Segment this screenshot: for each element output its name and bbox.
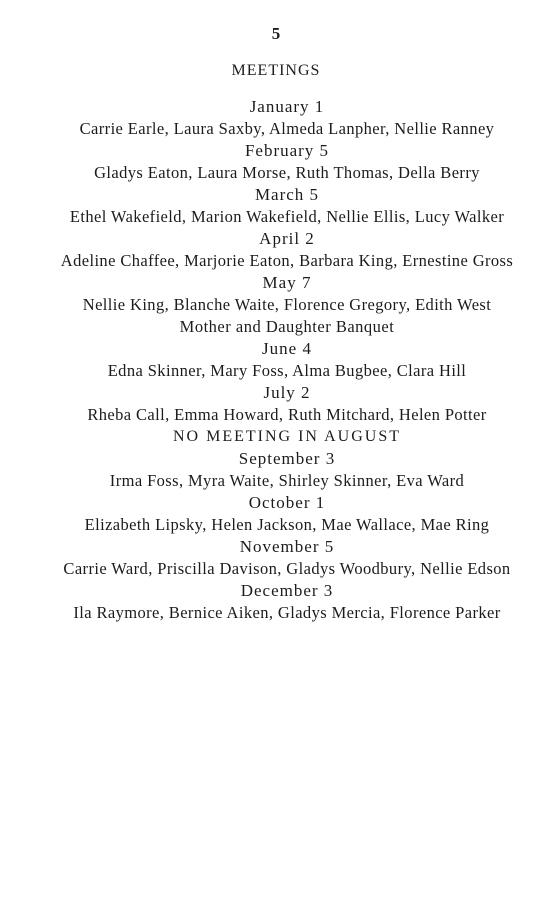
meeting-hostesses: Edna Skinner, Mary Foss, Alma Bugbee, Clara Hill xyxy=(107,361,467,380)
meeting-entry-may xyxy=(48,272,526,338)
meeting-month: January 1 xyxy=(249,97,325,116)
meeting-note: Mother and Daughter Banquet xyxy=(179,317,395,336)
page-title: MEETINGS xyxy=(231,62,321,79)
meeting-entry-march xyxy=(48,184,526,228)
meeting-month: September 3 xyxy=(238,449,336,468)
meeting-hostesses: Rheba Call, Emma Howard, Ruth Mitchard, Helen Potter xyxy=(87,405,487,424)
meeting-month: July 2 xyxy=(263,383,311,402)
meeting-entry-october xyxy=(48,492,526,536)
meeting-month: December 3 xyxy=(240,581,334,600)
meeting-month: March 5 xyxy=(254,185,320,204)
meeting-entry-february xyxy=(48,140,526,184)
meeting-entry-november xyxy=(48,536,526,580)
meeting-month: May 7 xyxy=(262,273,312,292)
page-number: 5 xyxy=(271,24,281,43)
meeting-hostesses: Carrie Ward, Priscilla Davison, Gladys Woodbury, Nellie Edson xyxy=(63,559,511,578)
meeting-hostesses: Nellie King, Blanche Waite, Florence Gregory, Edith West xyxy=(82,295,492,314)
meeting-month: November 5 xyxy=(239,537,335,556)
meeting-entry-april xyxy=(48,228,526,272)
meeting-hostesses: Carrie Earle, Laura Saxby, Almeda Lanpher, Nellie Ranney xyxy=(79,119,495,138)
meeting-entry-september xyxy=(48,448,526,492)
meeting-month: June 4 xyxy=(262,339,312,358)
meeting-month: October 1 xyxy=(248,493,326,512)
meeting-hostesses: Gladys Eaton, Laura Morse, Ruth Thomas, Della Berry xyxy=(94,163,480,182)
meeting-entry-june xyxy=(48,338,526,382)
meeting-entry-july xyxy=(48,382,526,426)
meeting-hostesses: Ethel Wakefield, Marion Wakefield, Nellie Ellis, Lucy Walker xyxy=(69,207,505,226)
meeting-month: February 5 xyxy=(244,141,330,160)
meeting-hostesses: Adeline Chaffee, Marjorie Eaton, Barbara King, Ernestine Gross xyxy=(60,251,514,270)
meetings-list xyxy=(48,96,526,624)
meeting-hostesses: Elizabeth Lipsky, Helen Jackson, Mae Wallace, Mae Ring xyxy=(84,515,490,534)
no-meeting-notice: NO MEETING IN AUGUST xyxy=(173,428,401,445)
meeting-entry-january xyxy=(48,96,526,140)
meeting-month: April 2 xyxy=(259,229,315,248)
meeting-hostesses: Ila Raymore, Bernice Aiken, Gladys Mercia, Florence Parker xyxy=(73,603,501,622)
meeting-hostesses: Irma Foss, Myra Waite, Shirley Skinner, Eva Ward xyxy=(109,471,465,490)
meeting-entry-december xyxy=(48,580,526,624)
